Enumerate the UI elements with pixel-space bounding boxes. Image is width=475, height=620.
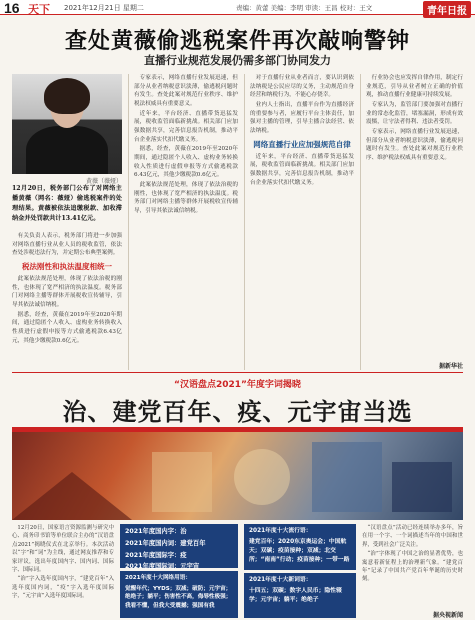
section-name: 天下: [28, 3, 50, 16]
photo-caption: 黄薇（薇娅）: [85, 178, 122, 185]
paragraph: 近年来，平台经济、直播带货迅猛发展，税收监管面临新挑战。相关部门应加强数据共享，完善信息报告机制，推动平台企业落实代扣代缴义务。: [250, 153, 354, 186]
page-header: [0, 0, 475, 15]
section-heading: 网络直播行业应加强规范自律: [253, 139, 351, 149]
domestic-words-box: [120, 524, 238, 571]
paragraph: “治”字体现了中国之治的显著优势，也寓意着新征程上的治理新气象。“建党百年”记录了中国共产党百年华诞的历史时刻。: [362, 551, 463, 583]
paragraph: 对于直播行业从业者而言，要认识到依法纳税是公民应尽的义务，主动规范自身经营和纳税行为，不能心存侥幸。: [250, 75, 354, 99]
internet-words-box: [120, 571, 238, 618]
article2-byline: 据央视新闻: [432, 612, 463, 619]
word-tag: 2021年度国内字：治: [125, 528, 187, 535]
word-tag: 2021年度十大网络用语：: [125, 575, 191, 581]
paragraph: 据悉，经查，黄薇在2019年至2020年期间，通过隐匿个人收入、虚构业务转换收入性质进行虚假申报等方式偷逃税款6.43亿元，其他少缴税款0.6亿元。: [12, 311, 122, 344]
paragraph: 近年来，平台经济、直播带货迅猛发展，税收监管面临新挑战。相关部门应加强数据共享，完善信息报告机制，推动平台企业落实代扣代缴义务。: [134, 110, 238, 143]
paragraph: 此案依法规范处理，体现了依法治税的刚性，也体现了宽严相济的执法温度。税务部门对网络主播等群体开展税收宣传辅导，引导其依法诚信纳税。: [12, 275, 122, 308]
news-photo: [12, 74, 122, 174]
word-tag: 2021年度十大新词语：: [249, 577, 312, 583]
paragraph: 有关负责人表示，税务部门将进一步加强对网络直播行业从业人员的税收监管，依法查处涉税违法行为，并定期公布典型案例。: [12, 233, 122, 257]
word-tag: 2021年度国内词：建党百年: [125, 539, 206, 547]
article-headline: 查处黄薇偷逃税案件再次敲响警钟: [64, 29, 410, 54]
article2-kicker: “汉语盘点2021”年度字词揭晓: [174, 380, 301, 390]
new-words-box: [244, 573, 356, 618]
article2-column-left: [12, 524, 114, 618]
newspaper-logo: 青年日报: [423, 1, 471, 18]
paragraph: 专家表示，网络直播行业发展迅速，但部分从业者纳税意识淡薄，偷逃税问题时有发生。查处此案对规范行业秩序、维护税法权威具有重要意义。: [134, 75, 238, 107]
article-lead: 12月20日，税务部门公布了对网络主播黄薇（网名：薇娅）偷逃税案件的处理结果。黄薇被依法追缴税款、加收滞纳金并处罚款共计13.41亿元。: [12, 185, 122, 222]
article-column-1: [12, 232, 122, 368]
paragraph: 业内人士指出，直播平台作为直播经济的重要参与者，应履行平台主体责任，加强对主播的管理，引导主播合法经营、依法纳税。: [250, 101, 354, 134]
editors-line: 责编：黄蕾 美编：李明 审读：王昌 校对：王文: [236, 4, 373, 12]
issue-date: 2021年12月21日 星期二: [64, 4, 144, 12]
section-divider: [12, 372, 463, 373]
collage-image: [12, 432, 463, 520]
word-tag: 建党百年；2020东京奥运会；中国航天；双碳；疫苗接种；双减；北交所；“南南”行动；疫苗接种；一带一路: [249, 538, 350, 563]
word-tag: 觉醒年代；YYDS；双减；破防；元宇宙；绝绝子；躺平；伤害性不高，侮辱性极强；我看不懂，但我大受震撼；强国有我: [125, 585, 232, 609]
article2-headline: 治、建党百年、疫、元宇宙当选: [62, 398, 413, 426]
popular-words-box: [244, 524, 356, 570]
article2-column-right: [362, 524, 463, 608]
paragraph: 专家表示，网络直播行业发展迅速，但部分从业者纳税意识淡薄，偷逃税问题时有发生。查处此案对规范行业秩序、维护税法权威具有重要意义。: [366, 128, 463, 161]
word-tag: 2021年度十大流行语：: [249, 528, 312, 534]
article-column-2: [134, 74, 238, 370]
word-tag: 2021年度国际词：元宇宙: [125, 563, 200, 571]
paragraph: 行业协会也应发挥自律作用，制定行业规范，引导从业者树立正确的价值观，推动直播行业健康可持续发展。: [366, 75, 463, 99]
paragraph: “汉语盘点”活动已经连续举办多年，旨在用一个字、一个词描述当年的中国和世界，受到社会广泛关注。: [362, 525, 463, 548]
article-byline: 据新华社: [438, 363, 463, 370]
section-heading: 税法刚性和执法温度相统一: [22, 261, 112, 271]
paragraph: 此案依法规范处理，体现了依法治税的刚性，也体现了宽严相济的执法温度。税务部门对网络主播等群体开展税收宣传辅导，引导其依法诚信纳税。: [134, 181, 238, 214]
article-subheadline: 直播行业规范发展仍需多部门协同发力: [144, 54, 331, 67]
paragraph: 12月20日，国家语言资源监测与研究中心、商务印书馆等单位联合主办的“汉语盘点2021”揭晓仪式在北京举行。本次活动以“字”和“词”为主线，通过网友推荐和专家评议，选出年度国内字、国内词、国际字、国际词。: [12, 525, 114, 573]
word-tag: 十四五；双碳；数字人民币；隐性辍学；元宇宙；躺平；绝绝子: [249, 587, 342, 603]
word-tags: [12, 520, 463, 620]
article-column-3: [250, 74, 354, 370]
article-column-4: [366, 74, 463, 360]
paragraph: 据悉，经查，黄薇在2019年至2020年期间，通过隐匿个人收入、虚构业务转换收入性质进行虚假申报等方式偷逃税款6.43亿元，其他少缴税款0.6亿元。: [134, 146, 238, 179]
page-number: 16: [4, 0, 20, 16]
paragraph: 专家认为，监管部门要加强对直播行业的常态化监管，堵塞漏洞，形成有效震慑，让守法者得利、违法者受罚。: [366, 101, 463, 126]
paragraph: “治”字入选年度国内字，“建党百年”入选年度国内词，“疫”字入选年度国际字，“元宇宙”入选年度国际词。: [12, 576, 114, 599]
word-tag: 2021年度国际字：疫: [125, 551, 187, 559]
